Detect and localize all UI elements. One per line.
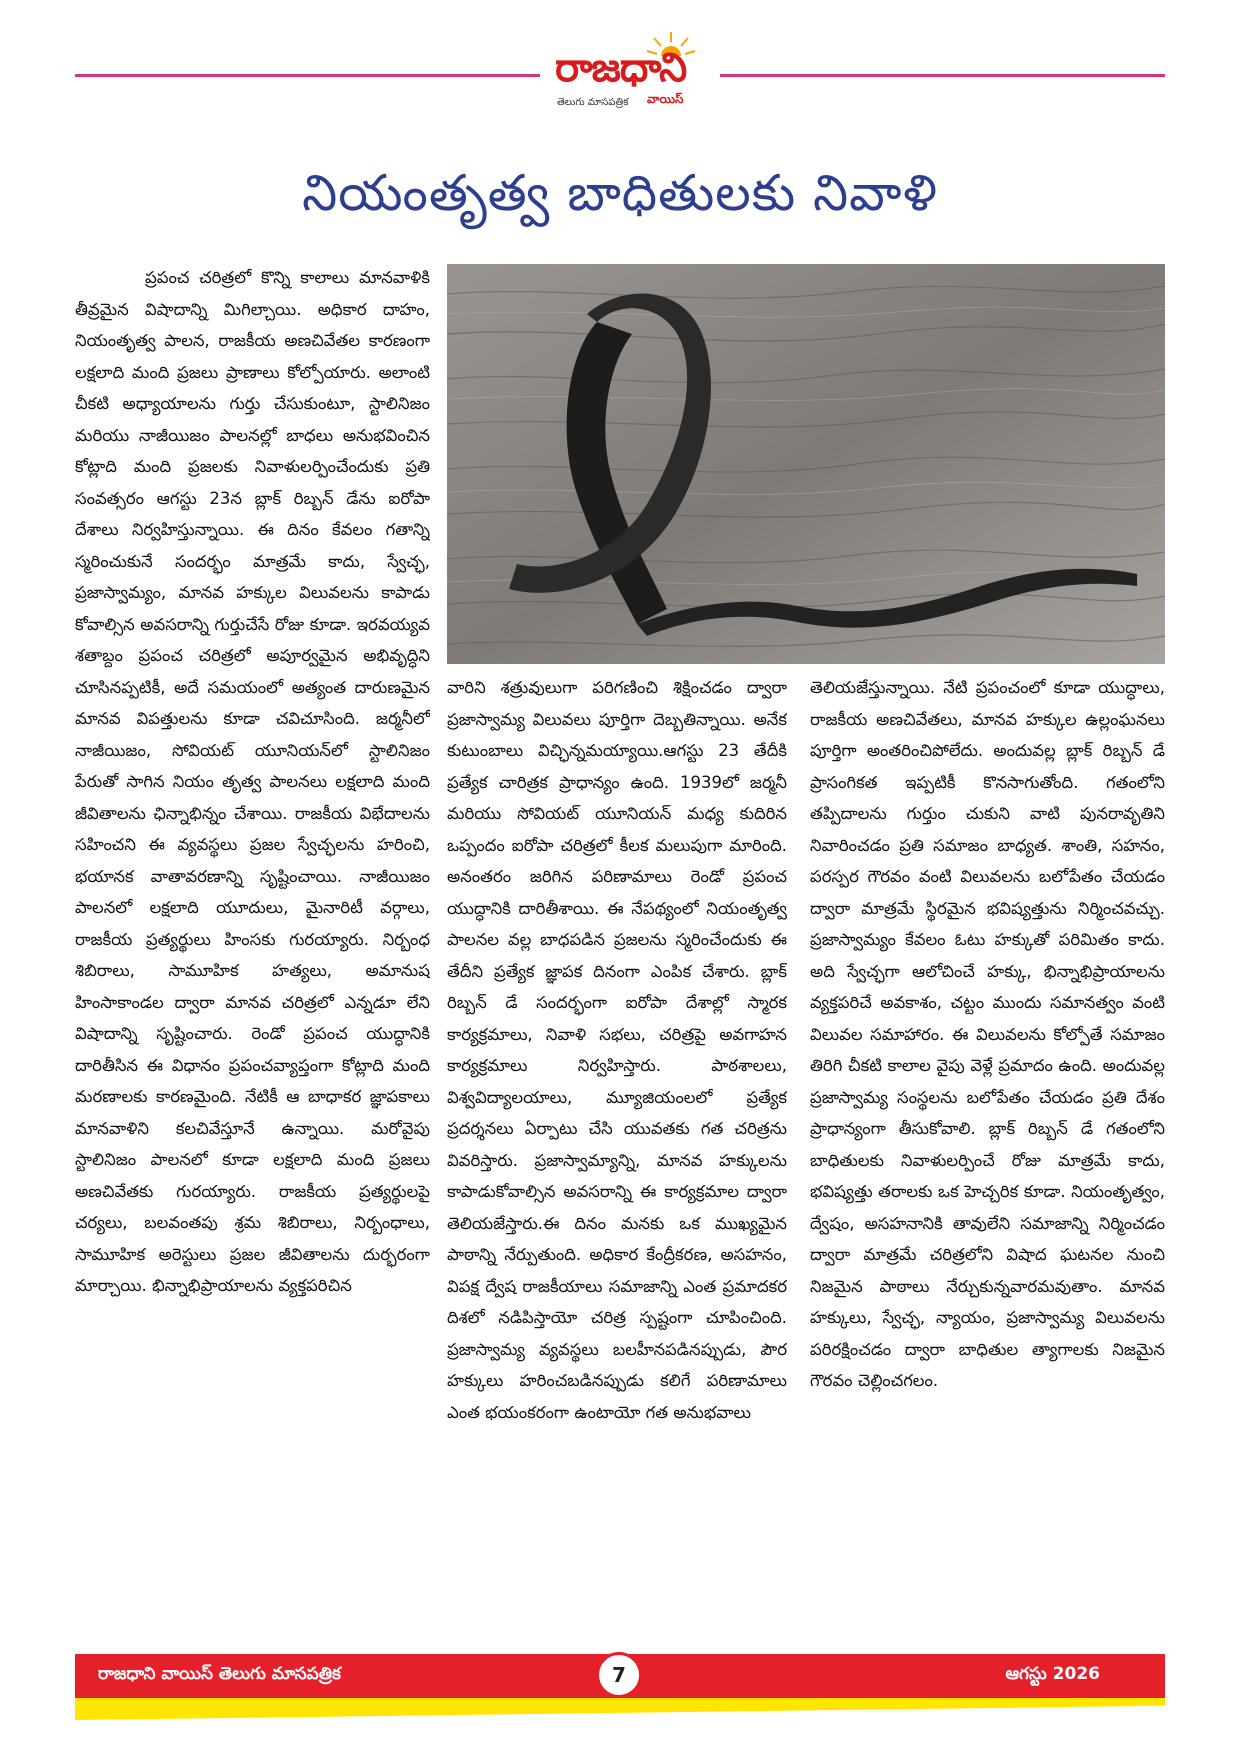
- footer-stripe: [75, 1698, 1165, 1720]
- logo-voice: వాయిస్: [647, 92, 684, 106]
- article-column-2: వారిని శత్రువులుగా పరిగణించి శిక్షించడం ద్వారా ప్రజాస్వామ్య విలువలు పూర్తిగా దెబ్బతిన్నాయి. అనేక కుటుంబాలు విచ్ఛిన్నమయ్యాయి.ఆగస్టు 23 తేదీకి ప్రత్యేక చారిత్రక ప్రాధాన్యం ఉంది. 1939లో జర్మనీ మరియు సోవియట్ యూనియన్ మధ్య కుదిరిన ఒప్పందం ఐరోపా చరిత్రలో కీలక మలుపుగా మారింది. అనంతరం జరిగిన పరిణామాలు రెండో ప్రపంచ యుద్ధానికి దారితీశాయి. ఈ నేపథ్యంలో నియంతృత్వ పాలనల వల్ల బాధపడిన ప్రజలను స్మరించేందుకు ఈ తేదీని ప్రత్యేక జ్ఞాపక దినంగా ఎంపిక చేశారు. బ్లాక్ రిబ్బన్ డే సందర్భంగా ఐరోపా దేశాల్లో స్మారక కార్యక్రమాలు, నివాళి సభలు, చరిత్రపై అవగాహన కార్యక్రమాలు నిర్వహిస్తారు. పాఠశాలలు, విశ్వవిద్యాలయాలు, మ్యూజియంలలో ప్రత్యేక ప్రదర్శనలు ఏర్పాటు చేసి యువతకు గత చరిత్రను వివరిస్తారు. ప్రజాస్వామ్యాన్ని, మానవ హక్కులను కాపాడుకోవాల్సిన అవసరాన్ని ఈ కార్యక్రమాల ద్వారా తెలియజేస్తారు.ఈ దినం మనకు ఒక ముఖ్యమైన పాఠాన్ని నేర్పుతుంది. అధికార కేంద్రీకరణ, అసహనం, విపక్ష ద్వేష రాజకీయాలు సమాజాన్ని ఎంత ప్రమాదకర దిశలో నడిపిస్తాయో చరిత్ర స్పష్టంగా చూపించింది. ప్రజాస్వామ్య వ్యవస్థలు బలహీనపడినప్పుడు, పౌర హక్కులు హరించబడినప్పుడు కలిగే పరిణామాలు ఎంత భయంకరంగా ఉంటాయో గత అనుభవాలు: [447, 678, 787, 1422]
- logo-subtitle: తెలుగు మాసపత్రిక: [557, 97, 629, 108]
- article-title: నియంతృత్వ బాధితులకు నివాళి: [302, 164, 938, 222]
- footer-publication: రాజధాని వాయిస్ తెలుగు మాసపత్రిక: [98, 1664, 341, 1684]
- header-rule-right: [720, 74, 1165, 77]
- logo-text: రాజధాని: [555, 45, 687, 91]
- black-ribbon-photo: [447, 264, 1165, 664]
- article-column-3: తెలియజేస్తున్నాయి. నేటి ప్రపంచంలో కూడా యుద్ధాలు, రాజకీయ అణచివేతలు, మానవ హక్కుల ఉల్లంఘనలు పూర్తిగా అంతరించిపోలేదు. అందువల్ల బ్లాక్ రిబ్బన్ డే ప్రాసంగికత ఇప్పటికీ కొనసాగుతోంది. గతంలోని తప్పిదాలను గుర్తుం చుకుని వాటి పునరావృతిని నివారించడం ప్రతి సమాజం బాధ్యత. శాంతి, సహనం, పరస్పర గౌరవం వంటి విలువలను బలోపేతం చేయడం ద్వారా మాత్రమే స్థిరమైన భవిష్యత్తును నిర్మించవచ్చు. ప్రజాస్వామ్యం కేవలం ఓటు హక్కుతో పరిమితం కాదు. అది స్వేచ్ఛగా ఆలోచించే హక్కు, భిన్నాభిప్రాయాలను వ్యక్తపరిచే అవకాశం, చట్టం ముందు సమానత్వం వంటి విలువల సమాహారం. ఈ విలువలను కోల్పోతే సమాజం తిరిగి చీకటి కాలాల వైపు వెళ్లే ప్రమాదం ఉంది. అందువల్ల ప్రజాస్వామ్య సంస్థలను బలోపేతం చేయడం ప్రతి దేశం ప్రాధాన్యంగా తీసుకోవాలి. బ్లాక్ రిబ్బన్ డే గతంలోని బాధితులకు నివాళులర్పించే రోజు మాత్రమే కాదు, భవిష్యత్తు తరాలకు ఒక హెచ్చరిక కూడా. నియంతృత్వం, ద్వేషం, అసహనానికి తావులేని సమాజాన్ని నిర్మించడం ద్వారా మాత్రమే చరిత్రలోని విషాద ఘటనల నుంచి నిజమైన పాఠాలు నేర్చుకున్నవారమవుతాం. మానవ హక్కులు, స్వేచ్ఛ, న్యాయం, ప్రజాస్వామ్య విలువలను పరిరక్షించడం ద్వారా బాధితుల త్యాగాలకు నిజమైన గౌరవం చెల్లించగలం.: [810, 678, 1165, 1390]
- footer-issue-date: ఆగస్టు 2026: [1005, 1664, 1100, 1684]
- article-column-1: ప్రపంచ చరిత్రలో కొన్ని కాలాలు మానవాళికి తీవ్రమైన విషాదాన్ని మిగిల్చాయి. అధికార దాహం, నియంతృత్వ పాలన, రాజకీయ అణచివేతల కారణంగా లక్షలాది మంది ప్రజలు ప్రాణాలు కోల్పోయారు. అలాంటి చీకటి అధ్యాయాలను గుర్తు చేసుకుంటూ, స్టాలినిజం మరియు నాజీయిజం పాలనల్లో బాధలు అనుభవించిన కోట్లాది మంది ప్రజలకు నివాళులర్పించేందుకు ప్రతి సంవత్సరం ఆగస్టు 23న బ్లాక్ రిబ్బన్ డేను ఐరోపా దేశాలు నిర్వహిస్తున్నాయి. ఈ దినం కేవలం గతాన్ని స్మరించుకునే సందర్భం మాత్రమే కాదు, స్వేచ్ఛ, ప్రజాస్వామ్యం, మానవ హక్కుల విలువలను కాపాడు కోవాల్సిన అవసరాన్ని గుర్తుచేసే రోజు కూడా. ఇరవయ్యవ శతాబ్దం ప్రపంచ చరిత్రలో అపూర్వమైన అభివృద్ధిని చూసినప్పటికీ, అదే సమయంలో అత్యంత దారుణమైన మానవ విపత్తులను కూడా చవిచూసింది. జర్మనీలో నాజీయిజం, సోవియట్ యూనియన్‌లో స్టాలినిజం పేరుతో సాగిన నియం తృత్వ పాలనలు లక్షలాది మంది జీవితాలను ఛిన్నాభిన్నం చేశాయి. రాజకీయ విభేదాలను సహించని ఈ వ్యవస్థలు ప్రజల స్వేచ్ఛలను హరించి, భయానక వాతావరణాన్ని సృష్టించాయి. నాజీయిజం పాలనలో లక్షలాది యూదులు, మైనారిటీ వర్గాలు, రాజకీయ ప్రత్యర్థులు హింసకు గురయ్యారు. నిర్బంధ శిబిరాలు, సామూహిక హత్యలు, అమానుష హింసాకాండల ద్వారా మానవ చరిత్రలో ఎన్నడూ లేని విషాదాన్ని సృష్టించారు. రెండో ప్రపంచ యుద్ధానికి దారితీసిన ఈ విధానం ప్రపంచవ్యాప్తంగా కోట్లాది మంది మరణాలకు కారణమైంది. నేటికీ ఆ బాధాకర జ్ఞాపకాలు మానవాళిని కలచివేస్తూనే ఉన్నాయి. మరోవైపు స్టాలినిజం పాలనలో కూడా లక్షలాది మంది ప్రజలు అణచివేతకు గురయ్యారు. రాజకీయ ప్రత్యర్థులపై చర్యలు, బలవంతపు శ్రమ శిబిరాలు, నిర్బంధాలు, సామూహిక అరెస్టులు ప్రజల జీవితాలను దుర్భరంగా మార్చాయి. భిన్నాభిప్రాయాలను వ్యక్తపరిచిన: [75, 268, 430, 1295]
- page-number: 7: [596, 1652, 642, 1698]
- black-ribbon-image: [447, 264, 1165, 664]
- header-rule-left: [75, 74, 540, 77]
- publication-logo[interactable]: [545, 26, 715, 108]
